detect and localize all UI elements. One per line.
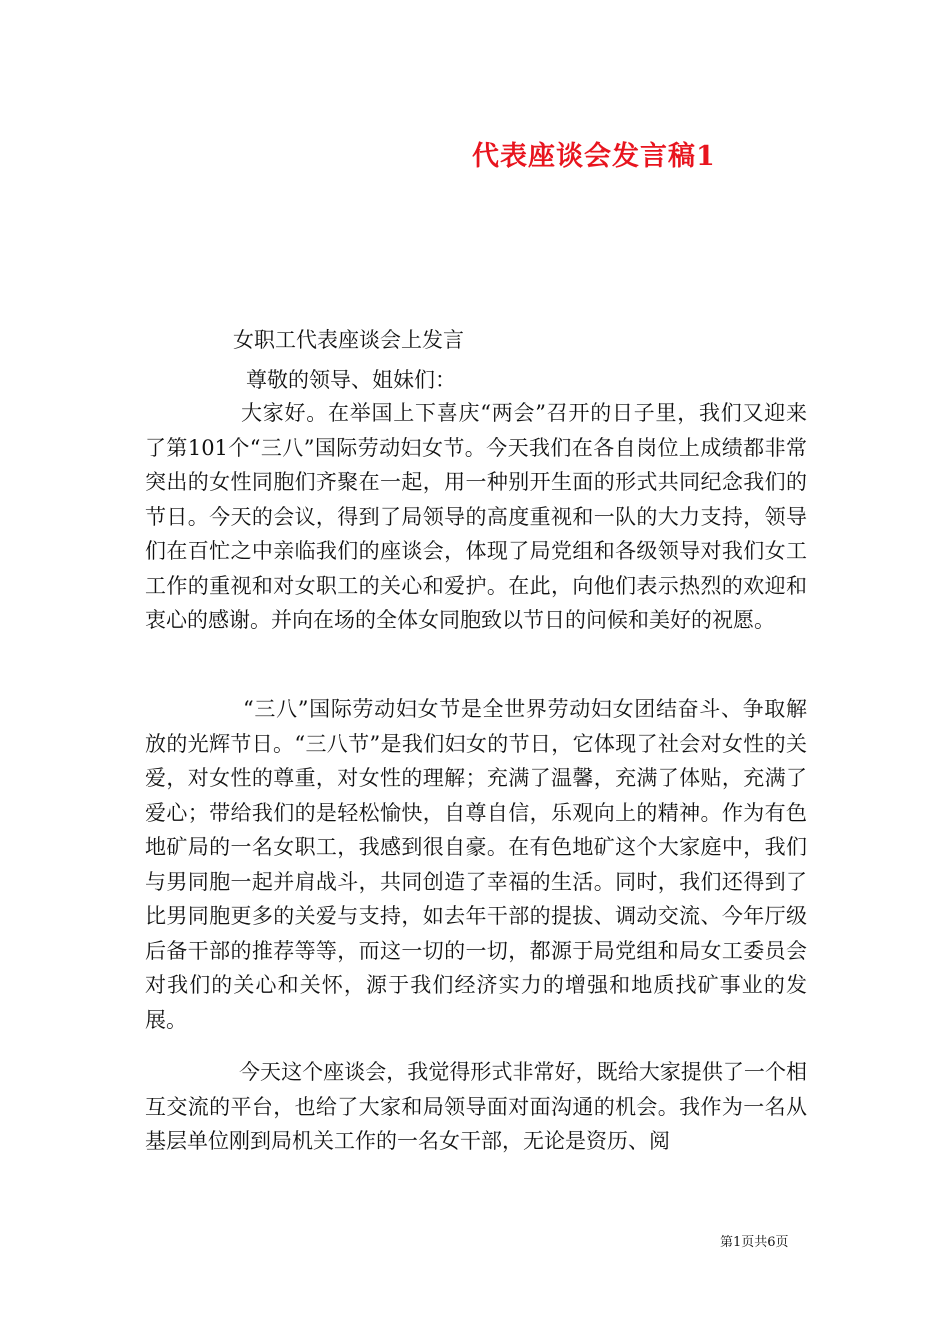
paragraph-2: “三八”国际劳动妇女节是全世界劳动妇女团结奋斗、争取解放的光辉节日。“三八节”是我们妇女的节日，它体现了社会对女性的关爱，对女性的尊重，对女性的理解；充满了温馨，充满了体贴，充满了爱心；带给我们的是轻松愉快，自尊自信，乐观向上的精神。作为有色地矿局的一名女职工，我感到很自豪。在有色地矿这个大家庭中，我们与男同胞一起并肩战斗，共同创造了幸福的生活。同时，我们还得到了比男同胞更多的关爱与支持，如去年干部的提拔、调动交流、今年厅级后备干部的推荐等等，而这一切的一切，都源于局党组和局女工委员会对我们的关心和关怀，源于我们经济实力的增强和地质找矿事业的发展。 [145,697,807,1032]
speech-subtitle: 女职工代表座谈会上发言 [233,328,464,352]
paragraph-3: 今天这个座谈会，我觉得形式非常好，既给大家提供了一个相互交流的平台，也给了大家和局领导面对面沟通的机会。我作为一名从基层单位刚到局机关工作的一名女干部，无论是资历、阅 [145,1060,807,1153]
document-title: 代表座谈会发言稿1 [472,141,716,172]
salutation: 尊敬的领导、姐妹们： [246,368,456,392]
page-number-footer: 第1页共6页 [720,1235,789,1250]
paragraph-1: 大家好。在举国上下喜庆“两会”召开的日子里，我们又迎来了第101个“三八”国际劳动妇女节。今天我们在各自岗位上成绩都非常突出的女性同胞们齐聚在一起，用一种别开生面的形式共同纪念我们的节日。今天的会议，得到了局领导的高度重视和一队的大力支持，领导们在百忙之中亲临我们的座谈会，体现了局党组和各级领导对我们女工工作的重视和对女职工的关心和爱护。在此，向他们表示热烈的欢迎和衷心的感谢。并向在场的全体女同胞致以节日的问候和美好的祝愿。 [145,401,807,632]
